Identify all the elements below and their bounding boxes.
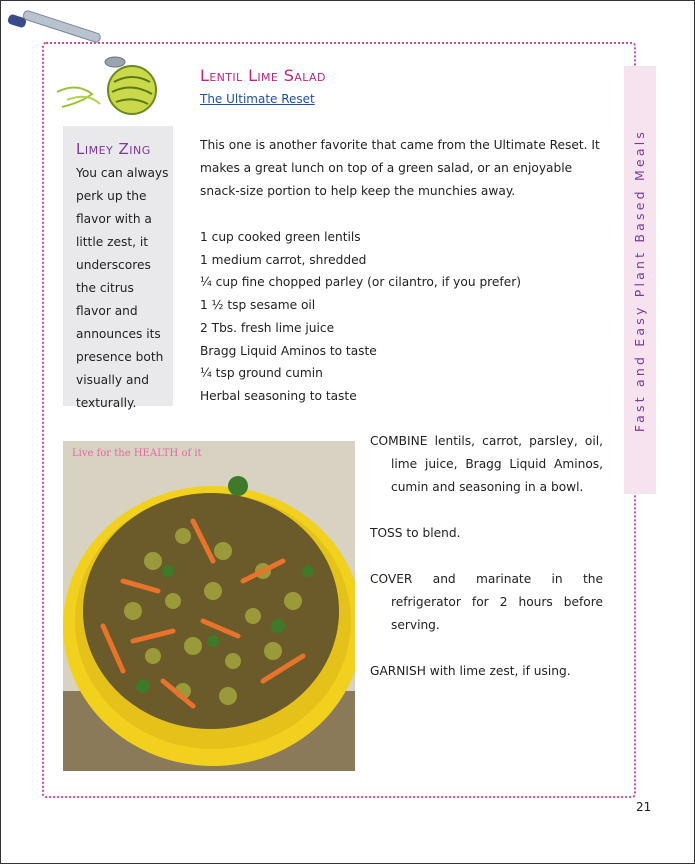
ingredient-item: 1 cup cooked green lentils <box>200 230 361 244</box>
sidebar-title: Limey Zing <box>76 140 151 158</box>
ingredient-item: 1 medium carrot, shredded <box>200 252 367 267</box>
recipe-intro: This one is another favorite that came from the Ultimate Reset. It makes a great lunch on top of a green salad, or an enjoyable snack-size portion to help keep the munchies away. <box>200 138 600 198</box>
ingredient-item: ¼ cup fine chopped parley (or cilantro, if you prefer) <box>200 275 521 290</box>
recipe-title: Lentil Lime Salad <box>200 66 326 85</box>
page-number: 21 <box>636 800 652 814</box>
photo-caption: Live for the HEALTH of it <box>72 448 202 459</box>
ingredient-item: ¼ tsp ground cumin <box>200 366 323 381</box>
instruction-step: TOSS to blend. <box>370 526 461 540</box>
sidebar-text: You can always perk up the flavor with a little zest, it underscores the citrus flavor and announces its presence both visually and texturally. <box>76 166 169 410</box>
ingredient-item: 1 ½ tsp sesame oil <box>200 298 316 313</box>
ingredient-list <box>200 226 521 408</box>
instruction-step: COMBINE lentils, carrot, parsley, oil, lime juice, Bragg Liquid Aminos, cumin and seasoning in a bowl. <box>370 434 603 494</box>
source-link[interactable]: The Ultimate Reset <box>200 92 315 106</box>
ingredient-item: Bragg Liquid Aminos to taste <box>200 343 377 358</box>
instruction-step: COVER and marinate in the refrigerator for 2 hours before serving. <box>370 572 603 632</box>
lime-illustration <box>52 52 162 122</box>
side-banner-label: Fast and Easy Plant Based Meals <box>632 128 648 432</box>
ingredient-item: Herbal seasoning to taste <box>200 388 357 403</box>
instructions <box>370 430 603 706</box>
salad-photo <box>63 441 355 771</box>
ingredient-item: 2 Tbs. fresh lime juice <box>200 320 335 335</box>
instruction-step: GARNISH with lime zest, if using. <box>370 664 571 678</box>
